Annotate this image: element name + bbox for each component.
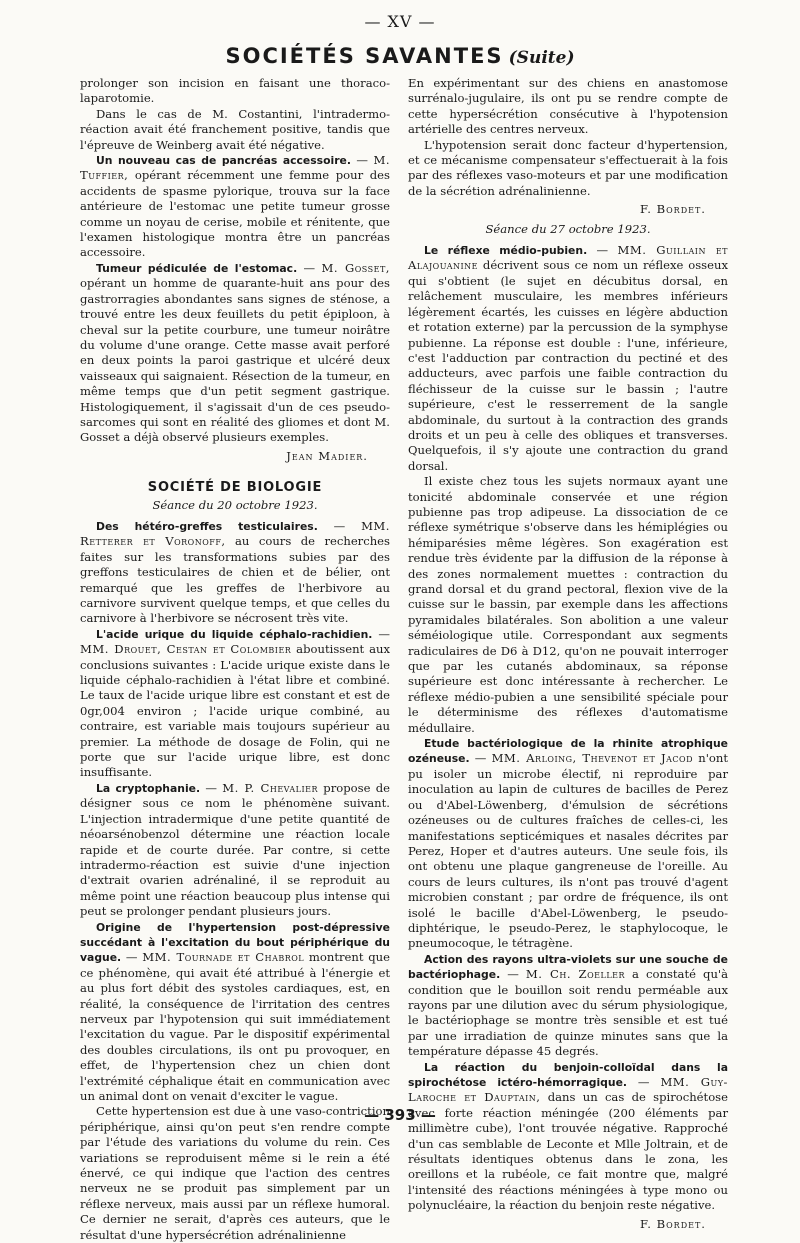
author: MM. Guy-Laroche et Dauptain, bbox=[408, 1075, 728, 1105]
page-number-top: — XV — bbox=[364, 12, 436, 31]
author: MM. Drouet, Cestan et Colombier bbox=[80, 642, 292, 657]
paragraph: Cette hypertension est due à une vaso-contriction périphérique, ainsi qu'on peut s'en rendre compte par l'étude des variations du volume du rein. Ces variations se reproduisent même si le rein a été énervé, ce qui indique que l'action des centres nerveux ne se produit pas simplement par un réflexe nerveux, mais aussi par un réflexe humoral. Ce dernier ne serait, d'après ces auteurs, que le résultat d'une hypersécrétion adrénalinienne bbox=[80, 1104, 390, 1242]
page-number-bottom: — 393 — bbox=[364, 1106, 436, 1124]
article-body: n'ont pu isoler un microbe électif, ni reproduire par inoculation au lapin de cultures de bacilles de Perez ou d'Abel-Löwenberg, d'émulsion de sécrétions ozéneuses ou de cultures fraîches de celles-ci, les manifestations septicémiques et nasales décrites par Perez, Hoper et d'autres auteurs. Une seule fois, ils ont obtenu une plaque gangreneuse de l'oreille. Au cours de leurs cultures, ils n'ont pas trouvé d'agent microbien constant ; par ordre de fréquence, ils ont isolé le bacille d'Abel-Löwenberg, le pseudo-diphtérique, le pseudo-Perez, le staphylocoque, le pneumocoque, le tétragène. bbox=[408, 751, 728, 951]
article: Des hétéro-greffes testiculaires. — MM. Retterer et Voronoff, au cours de recherches faites sur les transformations subies par des greffons testiculaires de chien et de bélier, ont remarqué que les greffes de l'herbivore au carnivore survivent quelque temps, et que celles du carnivore à l'herbivore se nécrosent très vite. bbox=[80, 518, 390, 626]
section-title: SOCIÉTÉ DE BIOLOGIE bbox=[147, 480, 323, 496]
article: Le réflexe médio-pubien. — MM. Guillain et Alajouanine décrivent sous ce nom un réflexe osseux qui s'obtient (le sujet en décubitus dorsal, en relâchement musculaire, les membres inférieurs légèrement écartés, les cuisses en légère abduction et rotation externe) par la percussion de la symphyse pubienne. La réponse est double : l'une, inférieure, c'est l'adduction par contraction du pectiné et des adducteurs, avec parfois une faible contraction du fléchisseur de la cuisse sur le bassin ; l'autre supérieure, c'est le resserrement de la sangle abdominale, du surtout à la contraction des grands droits et un peu à celle des obliques et transverses. Quelquefois, il s'y ajoute une contraction du grand dorsal. bbox=[408, 243, 728, 473]
article-body: a constaté qu'à condition que le bouillon soit rendu perméable aux rayons par une dilution avec du sérum physiologique, le bactériophage se montre très sensible et est tué par une irradiation de quinze minutes sans que la température dépasse 45 degrés. bbox=[408, 967, 729, 1059]
paragraph: En expérimentant sur des chiens en anastomose surrénalo-jugulaire, ils ont pu se rendre compte de cette hypersécrétion consécutive à l'hypotension artérielle des centres nerveux. bbox=[408, 76, 728, 137]
article-heading: L'acide urique du liquide céphalo-rachidien. bbox=[96, 627, 373, 641]
article-heading: La cryptophanie. bbox=[96, 781, 201, 795]
article: L'acide urique du liquide céphalo-rachidien. — MM. Drouet, Cestan et Colombier aboutissent aux conclusions suivantes : L'acide urique existe dans le liquide céphalo-rachidien à l'état libre et combiné. Le taux de l'acide urique libre est constant et est de 0gr,004 environ ; l'acide urique combiné, au contraire, est variable mais toujours supérieur au premier. La méthode de dosage de Folin, qui ne porte que sur l'acide urique libre, est donc insuffisante. bbox=[80, 626, 391, 780]
header-suite: (Suite) bbox=[508, 48, 575, 68]
author: M. Gosset, bbox=[321, 260, 390, 275]
signature: Jean Madier. bbox=[286, 448, 368, 463]
page-header bbox=[0, 44, 800, 68]
article: Un nouveau cas de pancréas accessoire. — M. Tuffier, opérant récemment une femme pour des accidents de spasme pylorique, trouva sur la face antérieure de l'estomac une petite tumeur grosse comme un noyau de cerise, mobile et rénitente, que l'examen histologique montra être un pancréas accessoire. bbox=[80, 153, 391, 260]
article: Origine de l'hypertension post-dépressive succédant à l'excitation du bout périphérique du vague. — MM. Tournade et Chabrol montrent que ce phénomène, qui avait été attribué à l'énergie et au plus fort débit des systoles cardiaques, est, en réalité, la conséquence de l'irritation des centres nerveux par l'hypotension qui suit immédiatement l'excitation du vague. Par le dispositif expérimental des doubles circulations, ils ont pu provoquer, en effet, de l'hypertension chez un chien dont l'extrémité céphalique était en communication avec un animal dont on venait d'exciter le vague. bbox=[80, 920, 391, 1103]
article: Tumeur pédiculée de l'estomac. — M. Gosset, opérant un homme de quarante-huit ans pour des gastrorragies abondantes sans signes de sténose, a trouvé entre les deux feuillets du petit épiploon, à cheval sur la petite courbure, une tumeur noirâtre du volume d'une orange. Cette masse avait perforé en deux points la paroi gastrique et ulcéré deux vaisseaux qui saignaient. Résection de la tumeur, en même temps que d'un petit segment gastrique. Histologiquement, il s'agissait d'un de ces pseudo-sarcomes qui sont en réalité des gliomes et dont M. Gosset a déjà observé plusieurs exemples. bbox=[80, 260, 390, 445]
paragraph: L'hypotension serait donc facteur d'hypertension, et ce mécanisme compensateur s'effectuerait à la fois par des réflexes vaso-moteurs et par une modification de la sécrétion adrénalinienne. bbox=[408, 137, 728, 198]
article-body: opérant récemment une femme pour des accidents de spasme pylorique, trouva sur la face antérieure de l'estomac une petite tumeur grosse comme un noyau de cerise, mobile et rénitente, que l'examen histologique montra être un pancréas accessoire. bbox=[80, 168, 390, 260]
article-heading: Des hétéro-greffes testiculaires. bbox=[96, 519, 318, 533]
author: M. Ch. Zoeller bbox=[525, 967, 626, 982]
article: Etude bactériologique de la rhinite atrophique ozéneuse. — MM. Arloing, Thevenot et Jacod n'ont pu isoler un microbe électif, ni reproduire par inoculation au lapin de cultures de bacilles de Perez ou d'Abel-Löwenberg, d'émulsion de sécrétions ozéneuses ou de cultures fraîches de celles-ci, les manifestations septicémiques et nasales décrites par Perez, Hoper et d'autres auteurs. Une seule fois, ils ont obtenu une plaque gangreneuse de l'oreille. Au cours de leurs cultures, ils n'ont pas trouvé d'agent microbien constant ; par ordre de fréquence, ils ont isolé le bacille d'Abel-Löwenberg, le pseudo-diphtérique, le pseudo-Perez, le staphylocoque, le pneumocoque, le tétragène. bbox=[408, 737, 728, 951]
article: Action des rayons ultra-violets sur une souche de bactériophage. — M. Ch. Zoeller a constaté qu'à condition que le bouillon soit rendu perméable aux rayons par une dilution avec du sérum physiologique, le bactériophage se montre très sensible et est tué par une irradiation de quinze minutes sans que la température dépasse 45 degrés. bbox=[408, 952, 729, 1059]
article-heading: Etude bactériologique de la rhinite atrophique ozéneuse. bbox=[408, 737, 728, 766]
article-heading: Tumeur pédiculée de l'estomac. bbox=[96, 261, 298, 275]
signature: F. Bordet. bbox=[640, 202, 706, 217]
article-heading: Un nouveau cas de pancréas accessoire. bbox=[96, 154, 351, 168]
article-heading: Action des rayons ultra-violets sur une souche de bactériophage. bbox=[408, 952, 728, 982]
article: La cryptophanie. — M. P. Chevalier propose de désigner sous ce nom le phénomène suivant. L'injection intradermique d'une petite quantité de néoarsénobenzol détermine une réaction locale rapide et de courte durée. Par contre, si cette intradermo-réaction est suivie d'une injection d'extrait ovarien adrénaliné, il se reproduit au même point une réaction beaucoup plus intense qui peut se prolonger pendant plusieurs jours. bbox=[80, 780, 390, 919]
article-body: aboutissent aux conclusions suivantes : L'acide urique existe dans le liquide céphalo-rachidien à l'état libre et combiné. Le taux de l'acide urique libre est constant et est de 0gr,004 environ ; l'acide urique combiné, au contraire, est variable mais toujours supérieur au premier. La méthode de dosage de Folin, qui ne porte que sur l'acide urique libre, est donc insuffisante. bbox=[80, 642, 390, 780]
author: MM. Guillain et Alajouanine bbox=[408, 243, 728, 273]
author: MM. Tournade et Chabrol bbox=[142, 950, 305, 965]
signature: F. Bordet. bbox=[640, 1216, 706, 1231]
article-heading: La réaction du benjoin-colloïdal dans la spirochétose ictéro-hémorragique. bbox=[408, 1060, 728, 1089]
article-body: au cours de recherches faites sur les transformations subies par des greffons testiculaires de chien et de bélier, ont remarqué que les greffes de l'herbivore au carnivore survivent quelque temps, et que celles du carnivore à l'herbivore se nécrosent très vite. bbox=[80, 534, 390, 626]
author: M. Tuffier, bbox=[80, 153, 391, 183]
left-column bbox=[80, 76, 390, 1243]
author: MM. Retterer et Voronoff, bbox=[80, 518, 390, 549]
article-heading: Le réflexe médio-pubien. bbox=[424, 244, 588, 258]
paragraph: Dans le cas de M. Costantini, l'intradermo-réaction avait été franchement positive, tandis que l'épreuve de Weinberg avait été négative. bbox=[80, 106, 390, 152]
article-body: montrent que ce phénomène, qui avait été attribué à l'énergie et au plus fort débit des systoles cardiaques, est, en réalité, la conséquence de l'irritation des centres nerveux par l'hypotension qui suit immédiatement l'excitation du vague. Par le dispositif expérimental des doubles circulations, ils ont pu provoquer, en effet, de l'hypertension chez un chien dont l'extrémité céphalique était en communication avec un animal dont on venait d'exciter le vague. bbox=[80, 950, 391, 1103]
article-body: opérant un homme de quarante-huit ans pour des gastrorragies abondantes sans signes de sténose, a trouvé entre les deux feuillets du petit épiploon, à cheval sur la petite courbure, une tumeur noirâtre du volume d'une orange. Cette masse avait perforé en deux points la paroi gastrique et ulcéré deux vaisseaux qui saignaient. Résection de la tumeur, en même temps que d'un petit segment gastrique. Histologiquement, il s'agissait d'un de ces pseudo-sarcomes qui sont en réalité des gliomes et dont M. Gosset a déjà observé plusieurs exemples. bbox=[80, 276, 390, 445]
article: La réaction du benjoin-colloïdal dans la spirochétose ictéro-hémorragique. — MM. Guy-Laroche et Dauptain, dans un cas de spirochétose avec forte réaction méningée (200 éléments par millimètre cube), l'ont trouvée négative. Rapproché d'un cas semblable de Leconte et Mlle Joltrain, et de résultats identiques obtenus dans le zona, les oreillons et la rubéole, ce fait montre que, malgré l'intensité des réactions méningées à type mono ou polynucléaire, la réaction du benjoin reste négative. bbox=[408, 1060, 728, 1213]
header-title: SOCIÉTÉS SAVANTES bbox=[225, 44, 504, 68]
article-body: dans un cas de spirochétose avec forte réaction méningée (200 éléments par millimètre cube), l'ont trouvée négative. Rapproché d'un cas semblable de Leconte et Mlle Joltrain, et de résultats identiques obtenus dans le zona, les oreillons et la rubéole, ce fait montre que, malgré l'intensité des réactions méningées à type mono ou polynucléaire, la réaction du benjoin reste négative. bbox=[408, 1090, 728, 1213]
article-heading: Origine de l'hypertension post-dépressive succédant à l'excitation du bout périphérique du vague. bbox=[80, 920, 390, 965]
session-date: Séance du 27 octobre 1923. bbox=[485, 221, 651, 236]
right-column bbox=[408, 76, 728, 1236]
author: MM. Arloing, Thevenot et Jacod bbox=[491, 751, 694, 766]
paragraph: prolonger son incision en faisant une thoraco-laparotomie. bbox=[80, 76, 390, 106]
author: M. P. Chevalier bbox=[222, 780, 319, 795]
paragraph: Il existe chez tous les sujets normaux ayant une tonicité abdominale conservée et une région pubienne pas trop adipeuse. La dissociation de ce réflexe symétrique s'observe dans les hémiplégies ou hémiparésies même légères. Son exagération est rendue très évidente par la diffusion de la réponse à des zones normalement muettes : contraction du grand dorsal et du grand pectoral, flexion vive de la cuisse sur le bassin, par exemple dans les affections pyramidales bilatérales. Son abolition a une valeur séméiologique utile. Correspondant aux segments radiculaires de D6 à D12, qu'on ne pouvait interroger que par les cutanés abdominaux, sa réponse supérieure est donc intéressante à rechercher. Le réflexe médio-pubien a une sensibilité spéciale pour le déterminisme des réflexes d'automatisme médullaire. bbox=[408, 474, 728, 735]
article-body: décrivent sous ce nom un réflexe osseux qui s'obtient (le sujet en décubitus dorsal, en relâchement musculaire, les membres inférieurs légèrement écartés, les cuisses en légère abduction et rotation externe) par la percussion de la symphyse pubienne. La réponse est double : l'une, inférieure, c'est l'adduction par contraction du pectiné et des adducteurs, avec parfois une faible contraction du fléchisseur de la cuisse sur le bassin ; l'autre supérieure, c'est le resserrement de la sangle abdominale, du surtout à la contraction des grands droits et un peu à celle des obliques et transverses. Quelquefois, il s'y ajoute une contraction du grand dorsal. bbox=[408, 258, 728, 473]
session-date: Séance du 20 octobre 1923. bbox=[152, 497, 318, 512]
article-body: propose de désigner sous ce nom le phénomène suivant. L'injection intradermique d'une petite quantité de néoarsénobenzol détermine une réaction locale rapide et de courte durée. Par contre, si cette intradermo-réaction est suivie d'une injection d'extrait ovarien adrénaliné, il se reproduit au même point une réaction beaucoup plus intense qui peut se prolonger pendant plusieurs jours. bbox=[80, 780, 390, 919]
